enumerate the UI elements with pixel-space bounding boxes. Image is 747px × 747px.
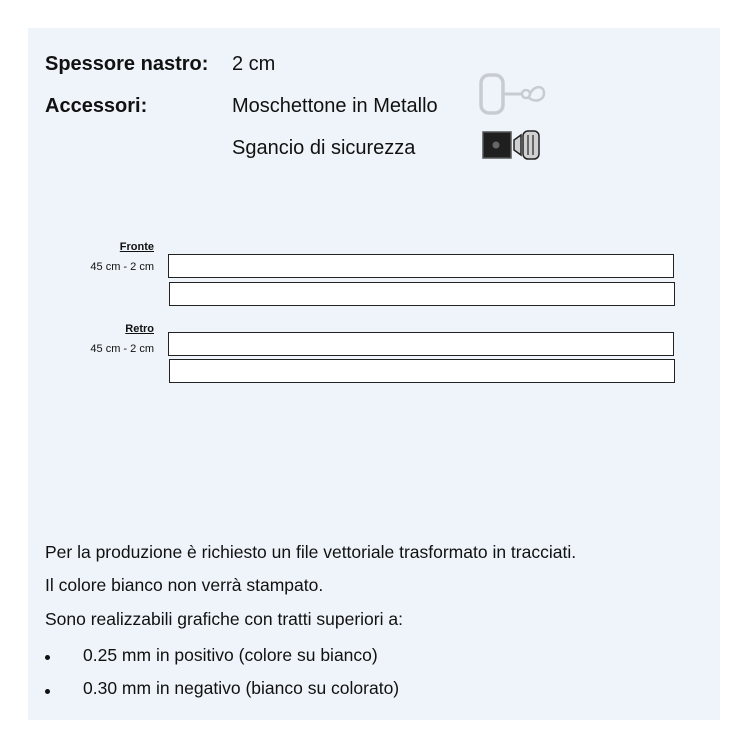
carabiner-icon [478,73,548,117]
production-note-lines: Sono realizzabili grafiche con tratti superiori a: [45,609,403,629]
front-title: Fronte [119,241,154,253]
accessory-carabiner-name: Moschettone in Metallo [232,95,438,117]
bullet-dot [45,655,50,660]
front-print-strip-2 [169,282,675,306]
accessories-label: Accessori: [45,95,148,117]
front-print-strip-1 [168,254,674,278]
bullet-dot [45,689,50,694]
thickness-label: Spessore nastro: [45,53,209,75]
front-dimensions: 45 cm - 2 cm [90,261,154,273]
safety-release-buckle-icon [481,129,545,161]
production-note-vector: Per la produzione è richiesto un file vettoriale trasformato in tracciati. [45,542,577,562]
thickness-value: 2 cm [232,53,276,75]
bullet-positive: 0.25 mm in positivo (colore su bianco) [83,645,378,665]
bullet-negative: 0.30 mm in negativo (bianco su colorato) [83,678,400,698]
production-note-white: Il colore bianco non verrà stampato. [45,575,324,595]
back-title: Retro [125,323,154,335]
back-print-strip-1 [168,332,674,356]
accessory-safety-release-name: Sgancio di sicurezza [232,137,416,159]
back-dimensions: 45 cm - 2 cm [90,343,154,355]
back-print-strip-2 [169,359,675,383]
